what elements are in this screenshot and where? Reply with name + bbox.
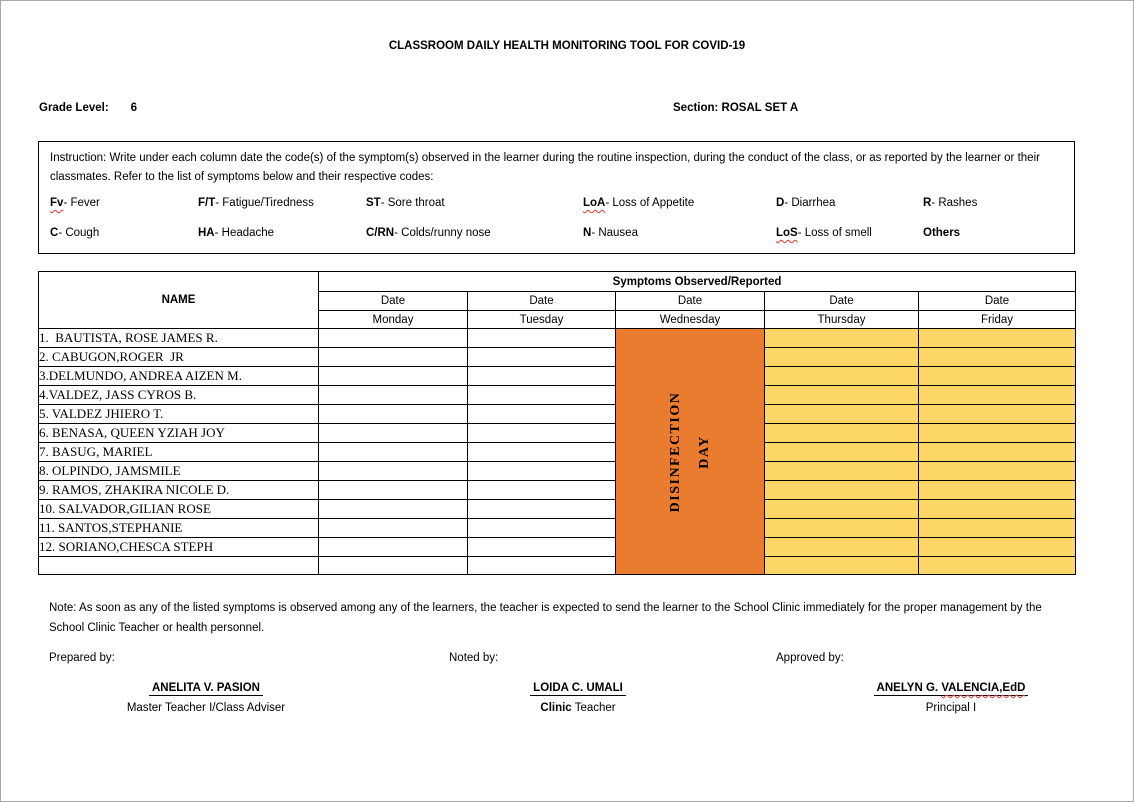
prepared-by-name: ANELITA V. PASION <box>149 682 263 696</box>
symptom-cell-friday[interactable] <box>919 500 1076 519</box>
learner-name: 7. BASUG, MARIEL <box>39 443 319 462</box>
legend-item-colds: C/RN- Colds/runny nose <box>366 227 491 239</box>
learner-name: 5. VALDEZ JHIERO T. <box>39 405 319 424</box>
legend-item-loss-smell: LoS- Loss of smell <box>776 227 872 239</box>
symptom-legend-row-2 <box>39 227 1074 243</box>
symptom-cell-monday[interactable] <box>319 386 468 405</box>
symptom-cell-monday[interactable] <box>319 500 468 519</box>
symptom-cell-friday[interactable] <box>919 329 1076 348</box>
date-header-friday: Date <box>919 292 1076 311</box>
learner-name: 11. SANTOS,STEPHANIE <box>39 519 319 538</box>
symptom-cell-tuesday[interactable] <box>468 538 616 557</box>
symptom-cell-thursday[interactable] <box>765 367 919 386</box>
symptom-cell-thursday[interactable] <box>765 557 919 575</box>
disinfection-day-label: DISINFECTION DAY <box>668 391 712 512</box>
learner-name: 1. BAUTISTA, ROSE JAMES R. <box>39 329 319 348</box>
symptom-cell-friday[interactable] <box>919 538 1076 557</box>
symptom-cell-tuesday[interactable] <box>468 557 616 575</box>
legend-item-fatigue: F/T- Fatigue/Tiredness <box>198 197 314 209</box>
prepared-by-name-wrap <box>56 682 356 696</box>
symptom-cell-thursday[interactable] <box>765 481 919 500</box>
legend-item-loss-appetite: LoA- Loss of Appetite <box>583 197 695 209</box>
symptoms-header: Symptoms Observed/Reported <box>319 272 1076 292</box>
name-column-header: NAME <box>39 272 319 329</box>
symptom-cell-monday[interactable] <box>319 367 468 386</box>
disinfection-day-cell <box>616 329 765 575</box>
legend-item-cough: C- Cough <box>50 227 100 239</box>
symptom-cell-tuesday[interactable] <box>468 386 616 405</box>
table-row <box>39 329 1076 348</box>
symptom-cell-thursday[interactable] <box>765 405 919 424</box>
table-row <box>39 443 1076 462</box>
prepared-by-title: Master Teacher I/Class Adviser <box>126 702 286 714</box>
symptom-cell-friday[interactable] <box>919 367 1076 386</box>
learner-name: 2. CABUGON,ROGER JR <box>39 348 319 367</box>
symptom-cell-monday[interactable] <box>319 424 468 443</box>
symptom-cell-tuesday[interactable] <box>468 329 616 348</box>
date-header-tuesday: Date <box>468 292 616 311</box>
grade-level-label: Grade Level: <box>39 102 109 114</box>
symptom-cell-friday[interactable] <box>919 462 1076 481</box>
symptom-cell-monday[interactable] <box>319 348 468 367</box>
symptom-cell-thursday[interactable] <box>765 500 919 519</box>
day-header-tuesday: Tuesday <box>468 311 616 329</box>
learner-name: 12. SORIANO,CHESCA STEPH <box>39 538 319 557</box>
noted-by-title: Clinic Teacher <box>540 702 616 714</box>
symptom-cell-monday[interactable] <box>319 538 468 557</box>
day-header-thursday: Thursday <box>765 311 919 329</box>
table-row-empty <box>39 557 1076 575</box>
symptom-cell-thursday[interactable] <box>765 424 919 443</box>
legend-item-sore-throat: ST- Sore throat <box>366 197 445 209</box>
noted-by-name-wrap <box>428 682 728 696</box>
symptom-cell-tuesday[interactable] <box>468 500 616 519</box>
symptom-cell-tuesday[interactable] <box>468 443 616 462</box>
table-row <box>39 519 1076 538</box>
table-row <box>39 500 1076 519</box>
legend-item-rashes: R- Rashes <box>923 197 978 209</box>
symptom-cell-tuesday[interactable] <box>468 462 616 481</box>
approved-by-title: Principal I <box>925 702 977 714</box>
learner-name: 3.DELMUNDO, ANDREA AIZEN M. <box>39 367 319 386</box>
table-row <box>39 481 1076 500</box>
day-header-wednesday: Wednesday <box>616 311 765 329</box>
symptom-cell-monday[interactable] <box>319 443 468 462</box>
symptom-cell-tuesday[interactable] <box>468 481 616 500</box>
learner-name-empty[interactable] <box>39 557 319 575</box>
symptom-cell-friday[interactable] <box>919 424 1076 443</box>
day-header-monday: Monday <box>319 311 468 329</box>
symptom-cell-monday[interactable] <box>319 519 468 538</box>
table-row <box>39 386 1076 405</box>
day-header-friday: Friday <box>919 311 1076 329</box>
date-header-monday: Date <box>319 292 468 311</box>
symptom-cell-thursday[interactable] <box>765 519 919 538</box>
symptom-cell-friday[interactable] <box>919 519 1076 538</box>
symptom-cell-friday[interactable] <box>919 386 1076 405</box>
symptom-cell-friday[interactable] <box>919 443 1076 462</box>
symptom-cell-thursday[interactable] <box>765 386 919 405</box>
symptom-cell-thursday[interactable] <box>765 538 919 557</box>
table-row <box>39 405 1076 424</box>
section-label: Section: ROSAL SET A <box>673 102 799 114</box>
symptom-cell-friday[interactable] <box>919 405 1076 424</box>
noted-by-label: Noted by: <box>449 652 499 664</box>
learner-name: 4.VALDEZ, JASS CYROS B. <box>39 386 319 405</box>
symptom-cell-tuesday[interactable] <box>468 348 616 367</box>
approved-by-name: ANELYN G. VALENCIA,EdD <box>874 682 1029 696</box>
symptom-cell-friday[interactable] <box>919 557 1076 575</box>
symptom-cell-monday[interactable] <box>319 462 468 481</box>
approved-by-label: Approved by: <box>776 652 844 664</box>
date-header-thursday: Date <box>765 292 919 311</box>
symptom-cell-thursday[interactable] <box>765 443 919 462</box>
symptom-cell-thursday[interactable] <box>765 462 919 481</box>
note-text: Note: As soon as any of the listed symptoms is observed among any of the learners, the teacher is expected to send the learner to the School Clinic immediately for the proper management by the School Clinic Teacher or health personnel. <box>49 602 1042 634</box>
approved-by-name-wrap <box>801 682 1101 696</box>
table-row <box>39 424 1076 443</box>
noted-by-name: LOIDA C. UMALI <box>530 682 626 696</box>
legend-item-diarrhea: D- Diarrhea <box>776 197 836 209</box>
symptom-cell-tuesday[interactable] <box>468 519 616 538</box>
symptom-cell-monday[interactable] <box>319 329 468 348</box>
table-row <box>39 367 1076 386</box>
table-row <box>39 462 1076 481</box>
learner-name: 10. SALVADOR,GILIAN ROSE <box>39 500 319 519</box>
legend-item-fever: Fv- Fever <box>50 197 100 209</box>
grade-level <box>39 102 137 114</box>
monitoring-table <box>38 271 1076 575</box>
legend-item-headache: HA- Headache <box>198 227 275 239</box>
symptom-cell-monday[interactable] <box>319 481 468 500</box>
symptom-cell-tuesday[interactable] <box>468 367 616 386</box>
symptom-cell-tuesday[interactable] <box>468 405 616 424</box>
learner-name: 8. OLPINDO, JAMSMILE <box>39 462 319 481</box>
symptom-cell-monday[interactable] <box>319 557 468 575</box>
page-title: CLASSROOM DAILY HEALTH MONITORING TOOL FOR COVID-19 <box>388 40 746 52</box>
symptom-cell-thursday[interactable] <box>765 348 919 367</box>
learner-name: 6. BENASA, QUEEN YZIAH JOY <box>39 424 319 443</box>
prepared-by-label: Prepared by: <box>49 652 115 664</box>
instruction-text: Instruction: Write under each column date the code(s) of the symptom(s) observed in the learner during the routine inspection, during the conduct of the class, or as reported by the learner or their classmates. Refer to the list of symptoms below and their respective codes: <box>50 152 1040 183</box>
table-row <box>39 348 1076 367</box>
symptom-cell-tuesday[interactable] <box>468 424 616 443</box>
instruction-box <box>38 141 1075 254</box>
symptom-cell-friday[interactable] <box>919 481 1076 500</box>
grade-level-value: 6 <box>130 102 138 114</box>
legend-item-others: Others <box>923 227 961 239</box>
table-row <box>39 538 1076 557</box>
symptom-cell-thursday[interactable] <box>765 329 919 348</box>
legend-item-nausea: N- Nausea <box>583 227 638 239</box>
date-header-wednesday: Date <box>616 292 765 311</box>
symptom-legend-row-1 <box>39 197 1074 213</box>
symptom-cell-friday[interactable] <box>919 348 1076 367</box>
symptom-cell-monday[interactable] <box>319 405 468 424</box>
learner-name: 9. RAMOS, ZHAKIRA NICOLE D. <box>39 481 319 500</box>
